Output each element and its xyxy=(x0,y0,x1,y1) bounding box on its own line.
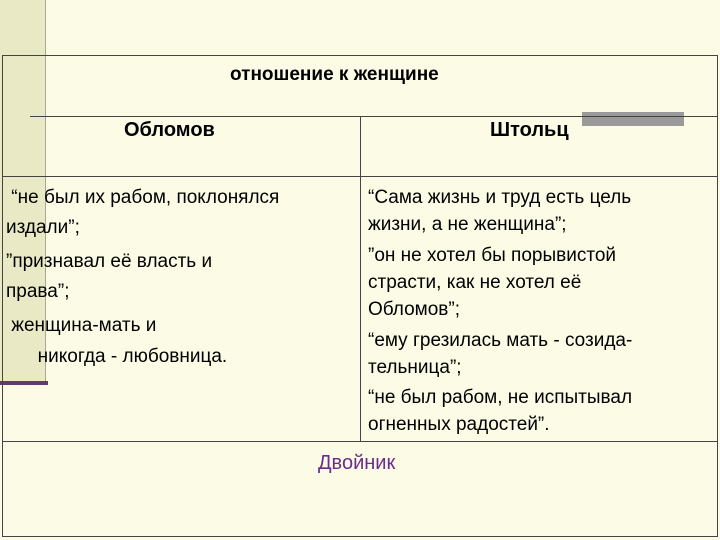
table-title: отношение к женщине xyxy=(230,64,439,85)
cell-line: тельница”; xyxy=(368,357,462,378)
cell-line: женщина-мать и xyxy=(6,315,157,336)
column-header-oblomov: Обломов xyxy=(124,119,215,141)
cell-line: Обломов”; xyxy=(368,299,461,320)
cell-line: права”; xyxy=(6,281,70,302)
cell-line: ”признавал её власть и xyxy=(6,251,213,272)
cell-line: “ему грезилась мать - созида- xyxy=(368,330,633,351)
cell-line: “не был рабом, не испытывал xyxy=(368,387,633,408)
cell-line: жизни, а не женщина”; xyxy=(368,214,567,235)
cell-line: страсти, как не хотел её xyxy=(368,272,582,293)
header-underline xyxy=(30,116,718,117)
row-divider xyxy=(2,441,718,442)
cell-line: огненных радостей”. xyxy=(368,414,550,435)
column-divider xyxy=(360,116,361,441)
footer-label: Двойник xyxy=(318,452,396,474)
cell-line: никогда - любовница. xyxy=(6,346,228,367)
cell-line: “Сама жизнь и труд есть цель xyxy=(368,187,632,208)
cell-line: “не был их рабом, поклонялся xyxy=(6,187,280,208)
cell-line: издали”; xyxy=(6,217,80,238)
column-header-stolz: Штольц xyxy=(490,119,569,141)
cell-line: ”он не хотел бы порывистой xyxy=(368,245,617,266)
